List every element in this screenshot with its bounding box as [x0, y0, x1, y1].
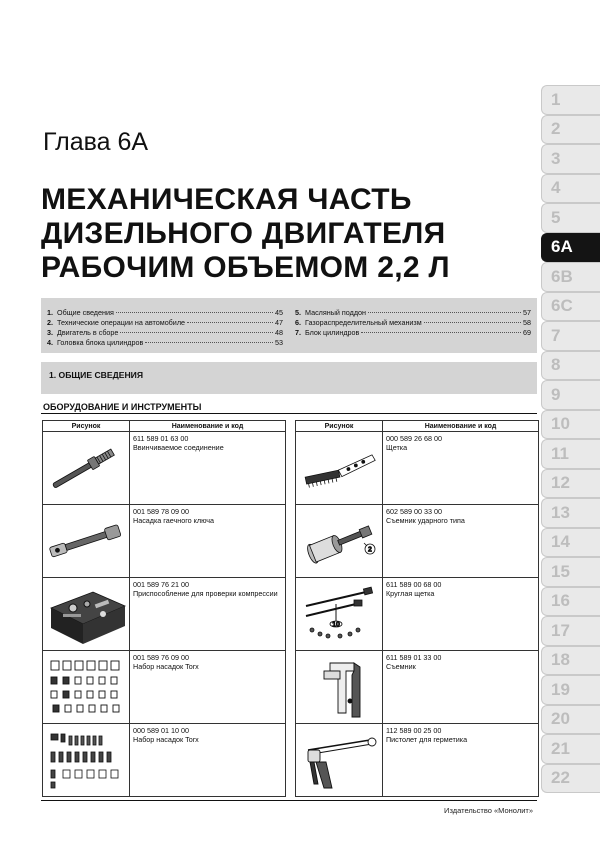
chapter-label: Глава 6А: [43, 128, 149, 156]
toc-title: Технические операции на автомобиле: [57, 318, 186, 327]
table-row: [43, 432, 286, 505]
toc-leader-dots: [116, 312, 273, 313]
toc-num: 2.: [47, 318, 53, 327]
toc-page: 47: [275, 318, 283, 327]
callout-number: 10: [332, 621, 340, 629]
tool-description: [130, 651, 286, 724]
tool-name: Съемник ударного типа: [386, 516, 465, 525]
toc-entry[interactable]: [47, 338, 283, 348]
tool-name: Ввинчиваемое соединение: [133, 443, 224, 452]
tool-code: 611 589 00 68 00: [386, 580, 442, 589]
table-row: [43, 724, 286, 797]
tab-chapter-16[interactable]: 16: [541, 587, 600, 617]
tool-description: [130, 578, 286, 651]
tool-description: [130, 724, 286, 797]
toc-title: Масляный поддон: [305, 308, 366, 317]
tab-chapter-10[interactable]: 10: [541, 410, 600, 440]
slide-hammer-icon: [296, 505, 383, 578]
tool-code: 001 589 78 09 00: [133, 507, 189, 516]
tab-chapter-6a[interactable]: 6А: [541, 233, 600, 263]
tab-chapter-12[interactable]: 12: [541, 469, 600, 499]
toc-page: 69: [523, 328, 531, 337]
toc-page: 48: [275, 328, 283, 337]
tab-chapter-9[interactable]: 9: [541, 380, 600, 410]
tab-chapter-7[interactable]: 7: [541, 321, 600, 351]
tab-chapter-11[interactable]: 11: [541, 439, 600, 469]
table-row: [296, 505, 539, 578]
table-row: [43, 505, 286, 578]
column-header-name: Наименование и код: [383, 421, 539, 432]
tool-code: 602 589 00 33 00: [386, 507, 442, 516]
title-line-3: РАБОЧИМ ОБЪЕМОМ 2,2 Л: [41, 251, 450, 284]
tab-chapter-8[interactable]: 8: [541, 351, 600, 381]
toc-leader-dots: [145, 342, 273, 343]
tool-code: 001 589 76 21 00: [133, 580, 189, 589]
tab-chapter-2[interactable]: 2: [541, 115, 600, 145]
toc-column-right: [295, 308, 531, 353]
tab-chapter-6c[interactable]: 6С: [541, 292, 600, 322]
tool-name: Пистолет для герметика: [386, 735, 468, 744]
tool-name: Приспособление для проверки компрессии: [133, 589, 278, 598]
tool-name: Набор насадок Torx: [133, 735, 199, 744]
tool-code: 000 589 01 10 00: [133, 726, 189, 735]
table-row: [296, 432, 539, 505]
toc-page: 53: [275, 338, 283, 347]
tool-code: 611 589 01 63 00: [133, 434, 189, 443]
toc-leader-dots: [424, 322, 521, 323]
tab-chapter-5[interactable]: 5: [541, 203, 600, 233]
tool-name: Щетка: [386, 443, 408, 452]
toc-entry[interactable]: [47, 318, 283, 328]
tool-name: Набор насадок Torx: [133, 662, 199, 671]
torx-socket-set-icon: [43, 651, 130, 724]
toc-num: 7.: [295, 328, 301, 337]
toc-title: Блок цилиндров: [305, 328, 360, 337]
tool-description: [383, 505, 539, 578]
toc-title: Газораспределительный механизм: [305, 318, 422, 327]
toc-leader-dots: [368, 312, 521, 313]
subheading: ОБОРУДОВАНИЕ И ИНСТРУМЕНТЫ: [43, 402, 202, 412]
table-row: [296, 651, 539, 724]
toc-page: 45: [275, 308, 283, 317]
wrench-socket-icon: [43, 505, 130, 578]
toc-leader-dots: [187, 322, 273, 323]
tab-chapter-14[interactable]: 14: [541, 528, 600, 558]
tab-chapter-4[interactable]: 4: [541, 174, 600, 204]
table-row: [296, 578, 539, 651]
tool-code: 611 589 01 33 00: [386, 653, 442, 662]
toc-page: 57: [523, 308, 531, 317]
tool-code: 001 589 76 09 00: [133, 653, 189, 662]
toc-num: 3.: [47, 328, 53, 337]
callout-number: 2: [368, 546, 372, 554]
tab-chapter-1[interactable]: 1: [541, 85, 600, 115]
toc-entry[interactable]: [295, 318, 531, 328]
tool-name: Съемник: [386, 662, 416, 671]
tool-name: Круглая щетка: [386, 589, 435, 598]
toc-title: Головка блока цилиндров: [57, 338, 144, 347]
compression-tester-case-icon: [43, 578, 130, 651]
toc-title: Общие сведения: [57, 308, 114, 317]
toc-entry[interactable]: [47, 308, 283, 318]
tool-description: [383, 651, 539, 724]
sealant-gun-icon: [296, 724, 383, 797]
title-line-2: ДИЗЕЛЬНОГО ДВИГАТЕЛЯ: [41, 217, 446, 250]
footer-rule: [41, 800, 537, 801]
page-title: [41, 183, 531, 285]
tab-chapter-21[interactable]: 21: [541, 734, 600, 764]
tool-description: [130, 432, 286, 505]
tool-description: [130, 505, 286, 578]
toc-num: 1.: [47, 308, 53, 317]
publisher-credit: Издательство «Монолит»: [444, 806, 533, 815]
tool-code: 000 589 26 68 00: [386, 434, 442, 443]
column-header-name: Наименование и код: [130, 421, 286, 432]
toc-entry[interactable]: [295, 328, 531, 338]
chapter-tabs: [541, 85, 600, 793]
table-row: [296, 724, 539, 797]
toc-entry[interactable]: [295, 308, 531, 318]
table-of-contents: [41, 298, 537, 353]
round-brush-icon: [296, 578, 383, 651]
toc-leader-dots: [120, 332, 273, 333]
toc-num: 5.: [295, 308, 301, 317]
tool-name: Насадка гаечного ключа: [133, 516, 215, 525]
section-heading: 1. ОБЩИЕ СВЕДЕНИЯ: [41, 362, 537, 394]
table-row: [43, 651, 286, 724]
tab-chapter-17[interactable]: 17: [541, 616, 600, 646]
screw-connector-icon: [43, 432, 130, 505]
toc-entry[interactable]: [47, 328, 283, 338]
toc-title: Двигатель в сборе: [57, 328, 119, 337]
wire-brush-icon: [296, 432, 383, 505]
toc-num: 4.: [47, 338, 53, 347]
column-header-picture: Рисунок: [43, 421, 130, 432]
tab-chapter-20[interactable]: 20: [541, 705, 600, 735]
tools-table-right: [295, 420, 539, 797]
tab-chapter-3[interactable]: 3: [541, 144, 600, 174]
tab-chapter-22[interactable]: 22: [541, 764, 600, 794]
toc-column-left: [47, 308, 283, 353]
tool-description: [383, 578, 539, 651]
toc-page: 58: [523, 318, 531, 327]
tool-description: [383, 432, 539, 505]
title-line-1: МЕХАНИЧЕСКАЯ ЧАСТЬ: [41, 183, 412, 216]
tab-chapter-18[interactable]: 18: [541, 646, 600, 676]
table-row: [43, 578, 286, 651]
torx-bit-set-icon: [43, 724, 130, 797]
tab-chapter-6b[interactable]: 6В: [541, 262, 600, 292]
column-header-picture: Рисунок: [296, 421, 383, 432]
tool-description: [383, 724, 539, 797]
tab-chapter-15[interactable]: 15: [541, 557, 600, 587]
toc-leader-dots: [361, 332, 521, 333]
tab-chapter-13[interactable]: 13: [541, 498, 600, 528]
toc-num: 6.: [295, 318, 301, 327]
tools-table-left: [42, 420, 286, 797]
subheading-rule: [41, 413, 537, 414]
tab-chapter-19[interactable]: 19: [541, 675, 600, 705]
tool-code: 112 589 00 25 00: [386, 726, 442, 735]
puller-icon: [296, 651, 383, 724]
